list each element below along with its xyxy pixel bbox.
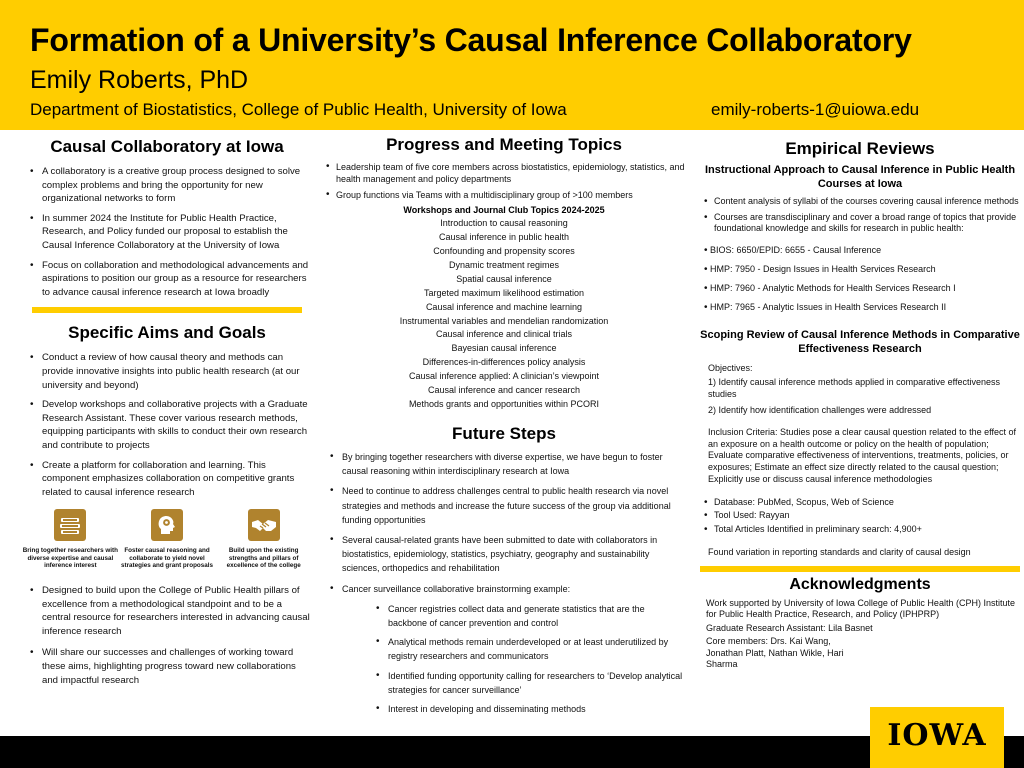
list-item: • Tool Used: Rayyan	[700, 509, 1020, 523]
list-item: • Analytical methods remain underdeveloped or at least underutilized by registry researchers and communicators	[368, 635, 686, 663]
head-gear-icon	[151, 509, 183, 541]
list-item: • HMP: 7965 - Analytic Issues in Health Services Research II	[700, 298, 1020, 317]
database-bullets	[700, 496, 1020, 537]
workshops-title: Workshops and Journal Club Topics 2024-2025	[403, 205, 605, 216]
workshop-topics	[322, 217, 686, 412]
instructional-bullets	[700, 196, 1020, 235]
objectives-label: Objectives:	[708, 362, 753, 373]
iowa-logo	[870, 707, 1004, 768]
empirical-section-title: Empirical Reviews	[785, 139, 935, 158]
list-item: Introduction to causal reasoning	[440, 218, 568, 229]
list-item: Causal inference and clinical trials	[435, 329, 573, 340]
author-department: Department of Biostatistics, College of Public Health, University of Iowa	[30, 100, 567, 119]
aims-section-title: Specific Aims and Goals	[68, 323, 266, 343]
iowa-logo-text: IOWA	[887, 718, 987, 753]
list-item: • HMP: 7960 - Analytic Methods for Health Services Research I	[700, 279, 1020, 298]
collab-bullets	[22, 165, 312, 299]
list-item: • Several causal-related grants have been submitted to date with collaborators in biostatistics, epidemiology, statistics, psychiatry, geography and sustainability sciences, orthopedics and rehabilitation	[322, 533, 686, 576]
list-item: Instrumental variables and mendelian randomization	[399, 315, 609, 326]
list-item: • Cancer surveillance collaborative brainstorming example:	[322, 582, 686, 596]
list-item: Causal inference applied: A clinician’s viewpoint	[409, 371, 599, 382]
ack-section-title: Acknowledgments	[789, 575, 931, 593]
ack-core-members: Core members: Drs. Kai Wang, Jonathan Platt, Nathan Wikle, Hari Sharma	[706, 636, 844, 669]
icon-block	[119, 509, 216, 570]
list-item: • Total Articles Identified in preliminary search: 4,900+	[700, 523, 1020, 537]
future-section-title: Future Steps	[452, 423, 556, 443]
icon-block	[22, 509, 119, 570]
left-column	[22, 130, 312, 687]
icon-block	[215, 509, 312, 570]
list-item: • Content analysis of syllabi of the courses covering causal inference methods	[700, 196, 1020, 208]
course-list	[700, 241, 1020, 317]
list-item: Causal inference and cancer research	[427, 385, 581, 396]
author-email: emily-roberts-1@uiowa.edu	[711, 100, 920, 119]
progress-section-title: Progress and Meeting Topics	[386, 135, 622, 154]
list-item: • BIOS: 6650/EPID: 6655 - Causal Inference	[700, 241, 1020, 260]
aims-icons-row	[22, 509, 312, 570]
progress-bullets	[322, 161, 686, 201]
handshake-icon	[248, 509, 280, 541]
icon-caption: Foster causal reasoning and collaborate to yield novel strategies and grant proposals	[120, 547, 214, 570]
list-item: • Interest in developing and disseminating methods	[368, 702, 686, 716]
list-item: • In summer 2024 the Institute for Public Health Practice, Research, and Policy funded our proposal to establish the Causal Inference Collaboratory at the University of Iowa	[22, 212, 312, 253]
list-item: • Conduct a review of how causal theory and methods can provide innovative insights into public health research (at our university and beyond)	[22, 351, 312, 392]
inclusion-criteria: Inclusion Criteria: Studies pose a clear causal question related to the effect of an exposure on a health outcome or policy on the health of population; Evaluate comparative effectiveness of interventions, treatments, policies, or exposures; Estimate an effect size directly related to the causal question; Explicitly use or discuss causal inference methodologies	[708, 426, 1017, 484]
list-item: • Leadership team of five core members across biostatistics, epidemiology, statistics, and health management and policy departments	[322, 161, 686, 186]
icon-caption: Build upon the existing strengths and pillars of excellence of the college	[226, 547, 301, 570]
section-divider	[32, 307, 302, 313]
list-item: Confounding and propensity scores	[433, 246, 575, 257]
aims-bullets-2	[22, 584, 312, 687]
list-item: Differences-in-differences policy analysis	[422, 357, 586, 368]
list-item: Dynamic treatment regimes	[448, 259, 560, 270]
author-name: Emily Roberts, PhD	[30, 66, 249, 94]
ack-gra: Graduate Research Assistant: Lila Basnet	[706, 622, 873, 633]
list-item: • Courses are transdisciplinary and cover a broad range of topics that provide foundational knowledge and skills for research in public health:	[700, 212, 1020, 235]
list-item: • Group functions via Teams with a multidisciplinary group of >100 members	[322, 189, 686, 201]
list-item: • A collaboratory is a creative group process designed to solve complex problems and bring the opportunity for new organizational networks to form	[22, 165, 312, 206]
list-item: • Focus on collaboration and methodological advancements and aspirations to position our group as a resource for researchers to advance causal inference research at Iowa broadly	[22, 259, 312, 300]
books-icon	[54, 509, 86, 541]
scoping-title: Scoping Review of Causal Inference Methods in Comparative Effectiveness Research	[700, 328, 1020, 355]
poster-header	[0, 0, 1024, 130]
collab-section-title: Causal Collaboratory at Iowa	[50, 137, 284, 156]
objective-item: 2) Identify how identification challenges were addressed	[708, 405, 932, 416]
list-item: • Designed to build upon the College of Public Health pillars of excellence from a methodological standpoint and to be a central resource for researchers interested in advancing causal inference research	[22, 584, 312, 638]
aims-bullets	[22, 351, 312, 499]
list-item: • Cancer registries collect data and generate statistics that are the backbone of cancer prevention and control	[368, 602, 686, 630]
list-item: Causal inference and machine learning	[425, 301, 583, 312]
review-finding: Found variation in reporting standards and clarity of causal design	[708, 546, 971, 557]
icon-caption: Bring together researchers with diverse expertise and causal inference interest	[22, 547, 118, 570]
instructional-title: Instructional Approach to Causal Inference in Public Health Courses at Iowa	[704, 164, 1016, 190]
list-item: • Develop workshops and collaborative projects with a Graduate Research Assistant. These cover various research methods, equipping participants with skills to conduct their own research and contribute to projects	[22, 398, 312, 452]
list-item: Methods grants and opportunities within PCORI	[408, 399, 600, 409]
section-divider	[700, 566, 1020, 572]
list-item: • Create a platform for collaboration and learning. This component emphasizes collaboration on competitive grants related to causal inference research	[22, 459, 312, 500]
list-item: Targeted maximum likelihood estimation	[423, 287, 585, 298]
list-item: • By bringing together researchers with diverse expertise, we have begun to foster causal reasoning within interdisciplinary research at Iowa	[322, 450, 686, 478]
list-item: • Identified funding opportunity calling for researchers to ‘Develop analytical strategies for cancer surveillance’	[368, 669, 686, 697]
cancer-sub-bullets	[322, 602, 686, 716]
list-item: Spatial causal inference	[456, 273, 552, 284]
right-column	[700, 130, 1020, 670]
poster-title: Formation of a University’s Causal Inference Collaboratory	[30, 22, 912, 58]
list-item: • Will share our successes and challenges of working toward these aims, highlighting progress toward new collaborations and impactful research	[22, 646, 312, 687]
future-bullets	[322, 450, 686, 596]
list-item: Bayesian causal inference	[451, 343, 557, 354]
ack-support: Work supported by University of Iowa College of Public Health (CPH) Institute for Public Health Practice, Research, and Policy (IPHPRP)	[706, 597, 1015, 620]
list-item: Causal inference in public health	[438, 232, 570, 243]
list-item: • HMP: 7950 - Design Issues in Health Services Research	[700, 260, 1020, 279]
list-item: • Need to continue to address challenges central to public health research via novel strategies and methods and increase the future success of the group via additional funding opportunities	[322, 484, 686, 527]
objective-item: 1) Identify causal inference methods applied in comparative effectiveness studies	[708, 377, 1000, 399]
middle-column	[322, 130, 686, 716]
list-item: • Database: PubMed, Scopus, Web of Science	[700, 496, 1020, 510]
